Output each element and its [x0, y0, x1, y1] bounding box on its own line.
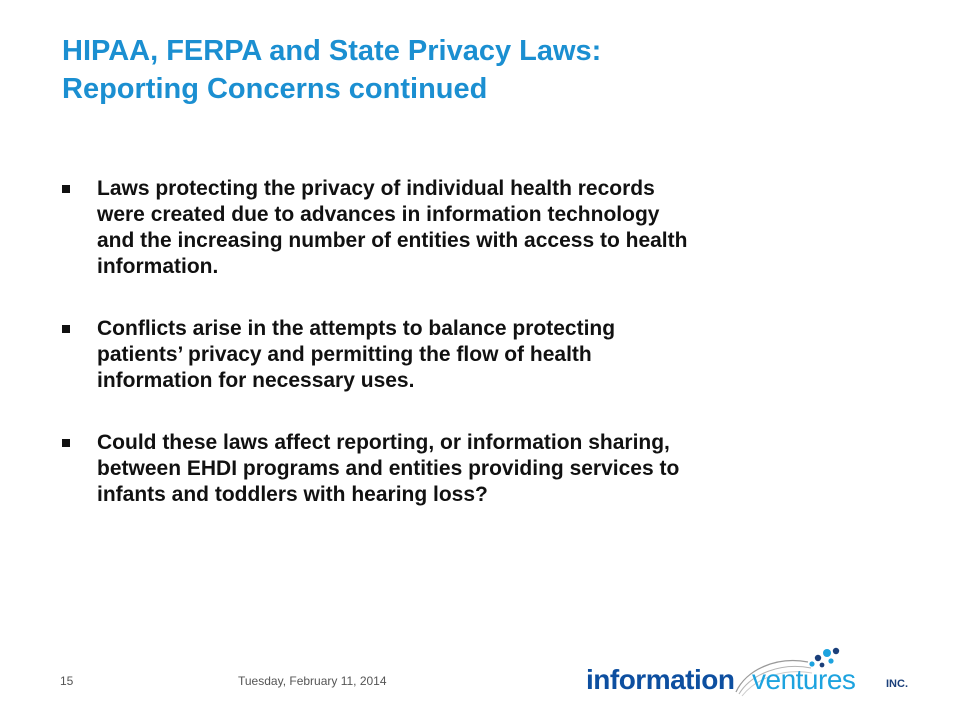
logo-word-information: information [586, 664, 735, 695]
bullet-list [62, 176, 902, 544]
bullet-line: Laws protecting the privacy of individual health records [97, 177, 655, 200]
bullet-item-1 [62, 176, 902, 280]
bullet-line: information. [97, 255, 219, 278]
bullet-line: patients’ privacy and permitting the flow of health [97, 343, 592, 366]
bullet-text [97, 176, 902, 280]
bullet-line: infants and toddlers with hearing loss? [97, 483, 488, 506]
bullet-text [97, 316, 902, 394]
slide-title [62, 32, 922, 108]
bullet-line: were created due to advances in information technology [97, 203, 660, 226]
slide-number: 15 [60, 674, 74, 688]
bullet-line: information for necessary uses. [97, 369, 415, 392]
bullet-line: and the increasing number of entities with access to health [97, 229, 688, 252]
bullet-line: Could these laws affect reporting, or information sharing, [97, 431, 670, 454]
square-bullet-icon [62, 185, 70, 193]
bullet-item-3 [62, 430, 902, 508]
bullet-item-2 [62, 316, 902, 394]
slide-title-line-1: HIPAA, FERPA and State Privacy Laws: [62, 35, 602, 67]
slide-title-line-2: Reporting Concerns continued [62, 73, 488, 105]
bullet-line: between EHDI programs and entities providing services to [97, 457, 680, 480]
slide-date: Tuesday, February 11, 2014 [238, 674, 387, 688]
logo-word-ventures: ventures [752, 664, 856, 695]
square-bullet-icon [62, 325, 70, 333]
company-logo [586, 640, 926, 700]
bullet-line: Conflicts arise in the attempts to balance protecting [97, 317, 616, 340]
logo-suffix: INC. [886, 678, 908, 690]
square-bullet-icon [62, 439, 70, 447]
bullet-text [97, 430, 902, 508]
